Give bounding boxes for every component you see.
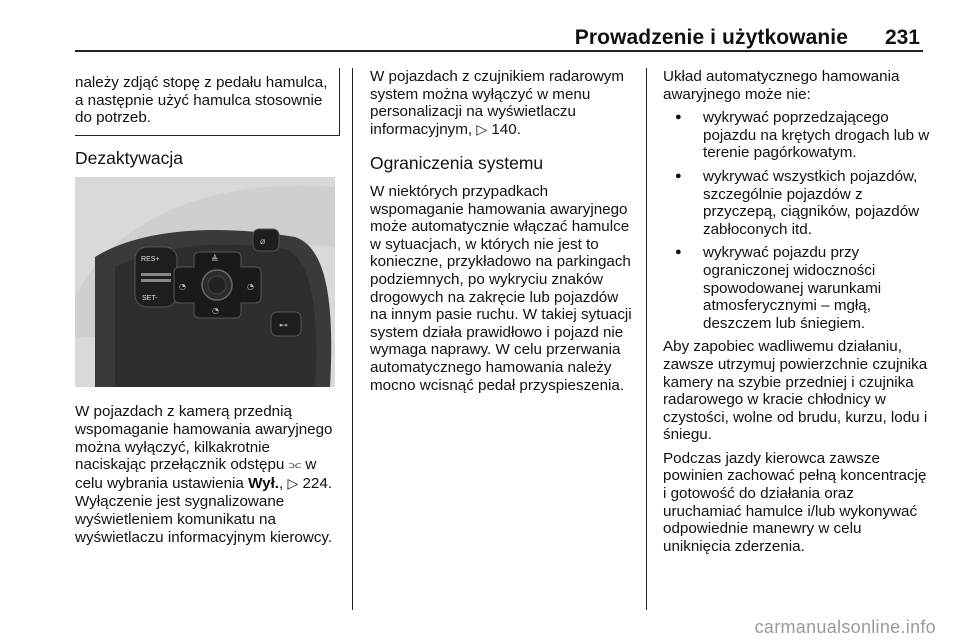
list-item: ● wykrywać wszystkich pojazdów, szczególnie pojazdów z przyczepą, ciągników, pojazdów zabłoconych itd.: [663, 168, 931, 238]
res-label: RES+: [141, 256, 160, 264]
paragraph-deactivation: W pojazdach z kamerą przednią wspomaganie hamowania awaryjnego można wyłączyć, kilkakrotnie naciskając przełącznik odstępu ⫗ w celu wybrania ustawienia Wył., ▷ 224. Wyłączenie jest sygnalizowane wyświetleniem komunikatu na wyświetlaczu informacyjnym kierowcy.: [75, 403, 333, 546]
page-reference[interactable]: 224: [302, 474, 328, 492]
rocker-ridge: [141, 279, 171, 282]
column-1: [75, 68, 340, 552]
setting-off-label: Wył.: [248, 474, 280, 492]
rocker-ridge: [141, 273, 171, 276]
lane-glyph: ⊷: [279, 321, 288, 332]
paragraph-maintenance: Aby zapobiec wadliwemu działaniu, zawsze utrzymuj powierzchnie czujnika kamery na szybie przedniej i czujnika radarowego w kracie chłodnicy w czystości, wolne od brudu, kurzu, lodu i śniegu.: [663, 338, 928, 444]
column-3: [663, 68, 931, 561]
section-heading-dezaktywacja: Dezaktywacja: [75, 147, 183, 168]
limiter-button: [253, 229, 279, 251]
note-text: należy zdjąć stopę z pedału hamulca, a następnie użyć hamulca stosownie do potrzeb.: [75, 74, 328, 127]
list-item: ● wykrywać poprzedzającego pojazdu na krętych drogach lub w terenie pagórkowatym.: [663, 109, 931, 162]
distance-icon-glyph: ≜: [211, 255, 219, 266]
triangle-right-outline-icon: ▷: [476, 121, 488, 138]
column-divider-2: [646, 68, 647, 610]
limiter-glyph: ⌀: [260, 237, 266, 248]
page-header: [0, 0, 960, 56]
watermark: carmanualsonline.info: [754, 617, 936, 637]
column-2: [370, 68, 636, 400]
header-title: Prowadzenie i użytkowanie: [574, 26, 848, 49]
paragraph-radar: W pojazdach z czujnikiem radarowym system można wyłączyć w menu personalizacji na wyświetlaczu informacyjnym, ▷ 140.: [370, 68, 625, 138]
limitations-list: [663, 109, 931, 332]
paragraph-attention: Podczas jazdy kierowca zawsze powinien zachować pełną koncentrację i gotowość do działania oraz uruchamiać hamulce i/lub wykonywać odpowiednie manewry w celu uniknięcia zderzenia.: [663, 449, 927, 555]
triangle-right-outline-icon: ▷: [287, 475, 299, 492]
page-number: 231: [884, 26, 920, 49]
cruise-center-knob-inner: [208, 276, 226, 294]
cruise-right-glyph: ◔: [247, 282, 254, 292]
page-reference[interactable]: 140: [491, 120, 517, 138]
following-distance-icon: ⫗: [288, 457, 302, 474]
note-box: [75, 68, 340, 136]
set-label: SET-: [142, 295, 158, 303]
section-heading-ograniczenia: Ograniczenia systemu: [370, 153, 544, 174]
header-rule: [75, 50, 923, 52]
column-divider-1: [352, 68, 353, 610]
cruise-left-glyph: ◔: [179, 282, 186, 292]
steering-wheel-controls-illustration: [75, 177, 335, 387]
paragraph-limitations: W niektórych przypadkach wspomaganie hamowania awaryjnego może automatycznie włączać hamulce w sytuacjach, w których nie jest to konieczne, przykładowo na parkingach podziemnych, po wykryciu znaków drogowych na zakręcie lub pojazdów na innym pasie ruchu. W takiej sytuacji system działa prawidłowo i pojazd nie wymaga naprawy. W celu przerwania automatycznego hamowania należy mocno wcisnąć pedał przyspieszenia.: [370, 182, 632, 394]
list-item: ● wykrywać pojazdu przy ograniczonej widoczności spowodowanej warunkami atmosferycznymi – mgłą, deszczem lub śniegiem.: [663, 244, 931, 332]
cruise-bottom-glyph: ◔: [212, 306, 219, 316]
paragraph-intro: Układ automatycznego hamowania awaryjnego może nie:: [663, 68, 900, 103]
